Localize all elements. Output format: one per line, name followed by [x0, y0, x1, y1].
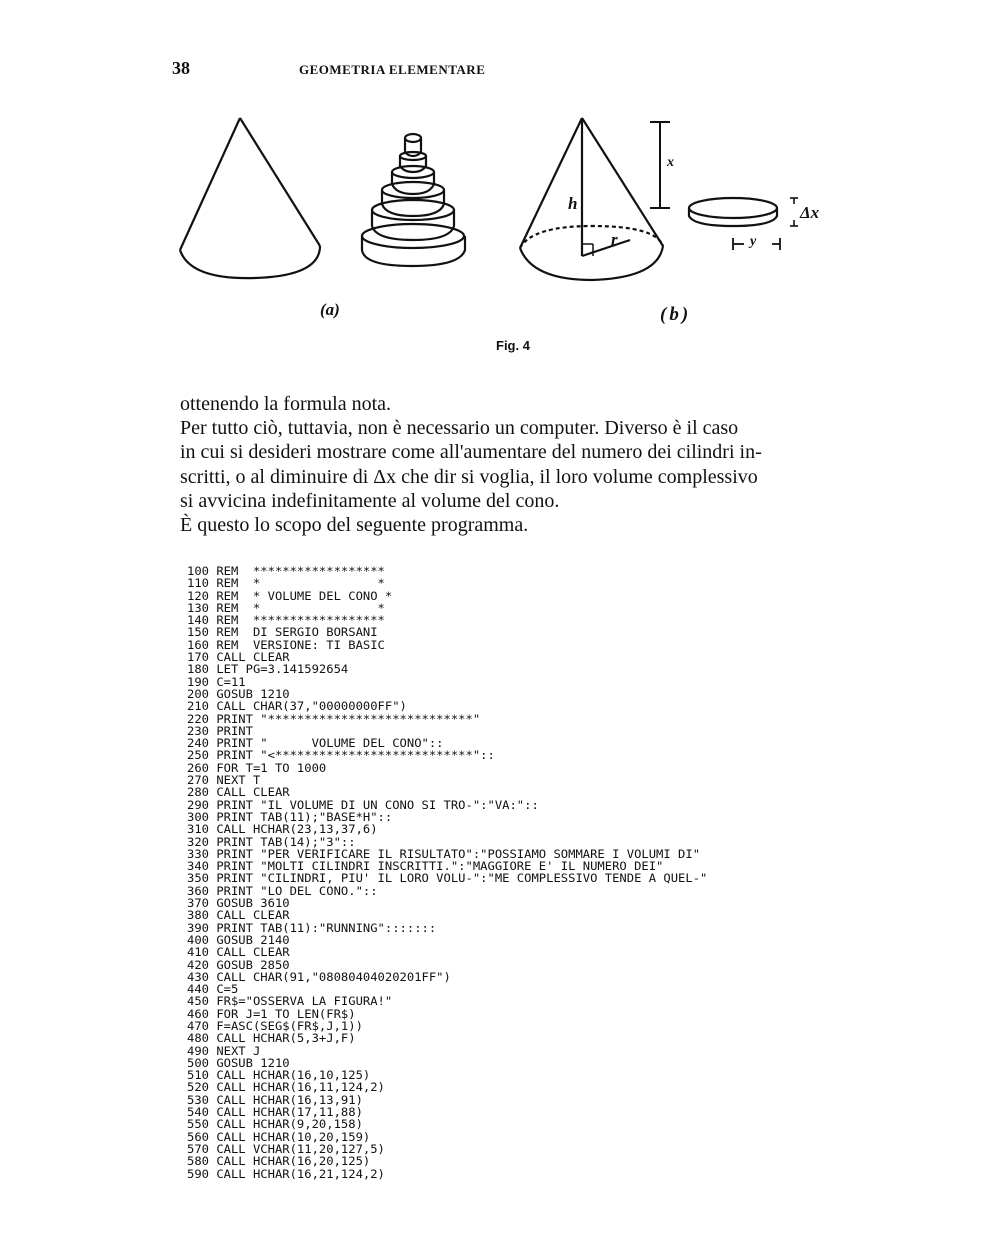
code-line: 250 PRINT "<***************************":: — [187, 748, 495, 763]
code-line: 340 PRINT "MOLTI CILINDRI INSCRITTI.":"MAGGIORE E' IL NUMERO DEI" — [187, 859, 664, 874]
code-line: 360 PRINT "LO DEL CONO.":: — [187, 883, 378, 898]
label-a: (a) — [320, 300, 340, 319]
code-line: 420 GOSUB 2850 — [187, 957, 290, 972]
code-line: 100 REM ****************** — [187, 564, 385, 578]
stacked-cylinders — [362, 134, 465, 266]
body-text — [180, 392, 800, 537]
code-line: 430 CALL CHAR(91,"08080404020201FF") — [187, 969, 451, 984]
label-y: y — [750, 234, 757, 249]
code-line: 270 NEXT T — [187, 773, 261, 788]
code-line: 160 REM VERSIONE: TI BASIC — [187, 637, 385, 652]
text-line: si avvicina indefinitamente al volume del cono. — [180, 489, 560, 512]
code-line: 460 FOR J=1 TO LEN(FR$) — [187, 1006, 356, 1021]
code-line: 240 PRINT " VOLUME DEL CONO":: — [187, 736, 444, 751]
label-b: (b) — [660, 304, 692, 325]
cone-a — [180, 118, 320, 278]
cone-b — [520, 118, 663, 280]
code-line: 200 GOSUB 1210 — [187, 686, 290, 701]
code-line: 550 CALL HCHAR(9,20,158) — [187, 1117, 363, 1132]
code-line: 540 CALL HCHAR(17,11,88) — [187, 1105, 363, 1120]
code-line: 410 CALL CLEAR — [187, 945, 290, 960]
label-dx: Δx — [800, 203, 820, 222]
dx-dimension — [790, 198, 798, 226]
code-line: 350 PRINT "CILINDRI, PIU' IL LORO VOLU-":"ME COMPLESSIVO TENDE A QUEL-" — [187, 871, 708, 886]
code-line: 490 NEXT J — [187, 1043, 261, 1058]
code-line: 400 GOSUB 2140 — [187, 932, 290, 947]
code-line: 300 PRINT TAB(11);"BASE*H":: — [187, 809, 393, 824]
label-h: h — [568, 194, 578, 213]
code-line: 330 PRINT "PER VERIFICARE IL RISULTATO":"POSSIAMO SOMMARE I VOLUMI DI" — [187, 846, 701, 861]
running-title: GEOMETRIA ELEMENTARE — [299, 62, 486, 77]
code-line: 520 CALL HCHAR(16,11,124,2) — [187, 1080, 385, 1095]
code-line: 500 GOSUB 1210 — [187, 1055, 290, 1070]
code-line: 290 PRINT "IL VOLUME DI UN CONO SI TRO-":"VA:":: — [187, 797, 539, 812]
code-line: 190 C=11 — [187, 674, 246, 689]
label-x: x — [667, 155, 674, 170]
code-line: 530 CALL HCHAR(16,13,91) — [187, 1092, 363, 1107]
code-line: 450 FR$="OSSERVA LA FIGURA!" — [187, 994, 393, 1009]
code-line: 590 CALL HCHAR(16,21,124,2) — [187, 1166, 385, 1181]
code-line: 470 F=ASC(SEG$(FR$,J,1)) — [187, 1018, 363, 1033]
code-line: 510 CALL HCHAR(16,10,125) — [187, 1068, 371, 1083]
code-line: 580 CALL HCHAR(16,20,125) — [187, 1154, 371, 1169]
page-header — [172, 58, 672, 82]
code-line: 380 CALL CLEAR — [187, 908, 290, 923]
text-line: È questo lo scopo del seguente programma. — [180, 514, 529, 537]
code-line: 220 PRINT "****************************" — [187, 711, 481, 726]
text-line: in cui si desideri mostrare come all'aumentare del numero dei cilindri in- — [180, 441, 762, 464]
code-line: 150 REM DI SERGIO BORSANI — [187, 625, 378, 640]
text-line: Per tutto ciò, tuttavia, non è necessario un computer. Diverso è il caso — [180, 417, 739, 440]
figure-caption: Fig. 4 — [496, 338, 530, 353]
text-line: scritti, o al diminuire di Δx che dir si voglia, il loro volume complessivo — [180, 465, 758, 488]
basic-program-listing — [187, 565, 869, 1180]
code-line: 310 CALL HCHAR(23,13,37,6) — [187, 822, 378, 837]
disc-slice — [689, 198, 777, 226]
code-line: 120 REM * VOLUME DEL CONO * — [187, 588, 393, 603]
y-dimension — [733, 238, 780, 250]
code-line: 280 CALL CLEAR — [187, 785, 290, 800]
code-line: 110 REM * * — [187, 576, 385, 591]
code-line: 560 CALL HCHAR(10,20,159) — [187, 1129, 371, 1144]
figure-4 — [160, 100, 860, 370]
code-line: 390 PRINT TAB(11):"RUNNING"::::::: — [187, 920, 437, 935]
code-line: 570 CALL VCHAR(11,20,127,5) — [187, 1141, 385, 1156]
page-number: 38 — [172, 58, 190, 78]
code-line: 320 PRINT TAB(14);"3":: — [187, 834, 356, 849]
code-line: 440 C=5 — [187, 982, 239, 997]
code-line: 230 PRINT — [187, 723, 253, 738]
text-line: ottenendo la formula nota. — [180, 393, 392, 415]
code-line: 260 FOR T=1 TO 1000 — [187, 760, 327, 775]
code-line: 210 CALL CHAR(37,"00000000FF") — [187, 699, 407, 714]
code-line: 480 CALL HCHAR(5,3+J,F) — [187, 1031, 356, 1046]
code-line: 130 REM * * — [187, 600, 385, 615]
code-line: 370 GOSUB 3610 — [187, 896, 290, 911]
label-r: r — [611, 230, 618, 249]
code-line: 140 REM ****************** — [187, 613, 385, 628]
code-line: 180 LET PG=3.141592654 — [187, 662, 349, 677]
code-line: 170 CALL CLEAR — [187, 650, 290, 665]
